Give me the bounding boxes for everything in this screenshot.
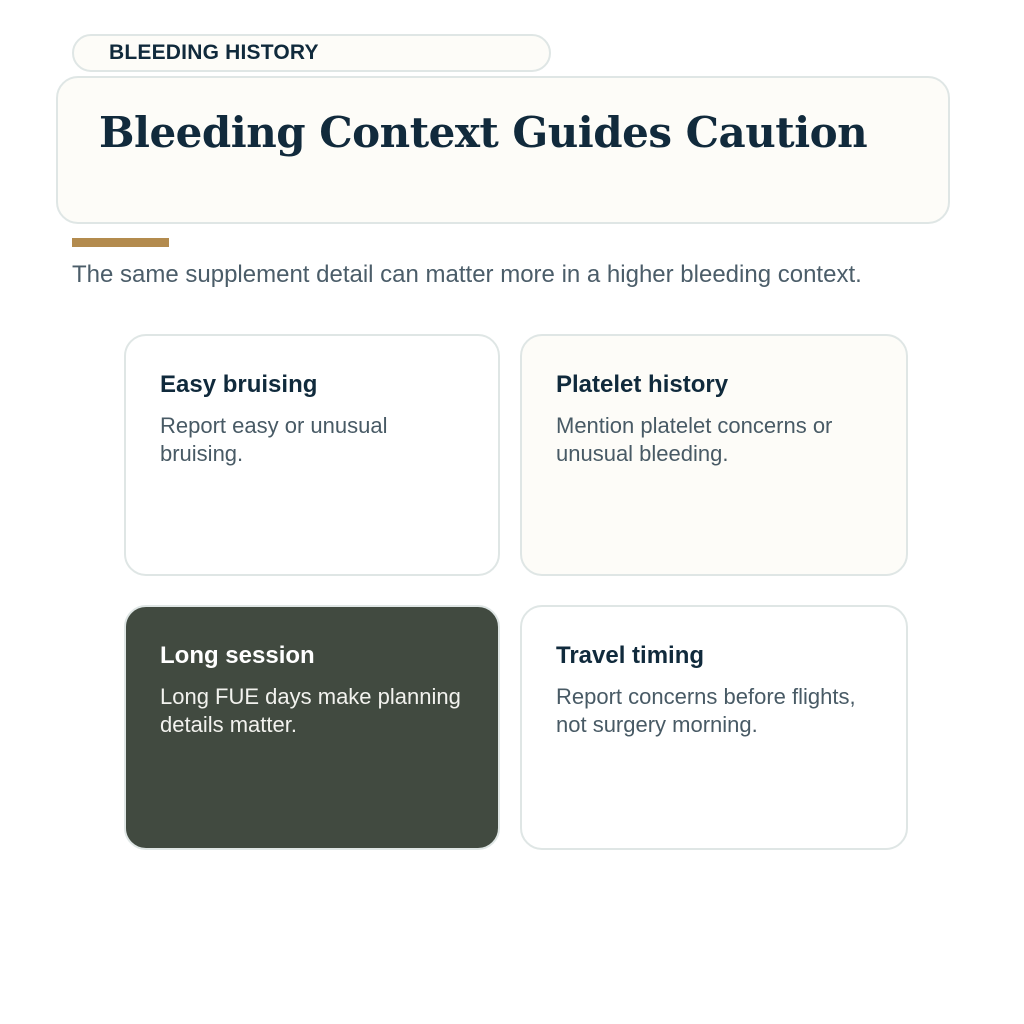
title-panel <box>56 76 950 224</box>
card-easy-bruising <box>124 334 500 576</box>
card-title: Platelet history <box>556 371 729 398</box>
section-label: BLEEDING HISTORY <box>72 34 551 72</box>
card-title: Travel timing <box>556 642 705 669</box>
card-text: Long FUE days make planning details matter. <box>160 684 461 737</box>
card-text: Mention platelet concerns or unusual bleeding. <box>556 413 833 466</box>
card-text: Report concerns before flights, not surgery morning. <box>556 684 856 737</box>
page-title: Bleeding Context Guides Caution <box>99 108 868 157</box>
page-subtitle: The same supplement detail can matter more in a higher bleeding context. <box>72 261 862 288</box>
card-title: Long session <box>160 642 315 669</box>
card-text: Report easy or unusual bruising. <box>160 413 388 466</box>
card-platelet-history <box>520 334 908 576</box>
card-title: Easy bruising <box>160 371 318 398</box>
card-travel-timing <box>520 605 908 850</box>
card-long-session <box>124 605 500 850</box>
accent-divider <box>72 238 169 247</box>
